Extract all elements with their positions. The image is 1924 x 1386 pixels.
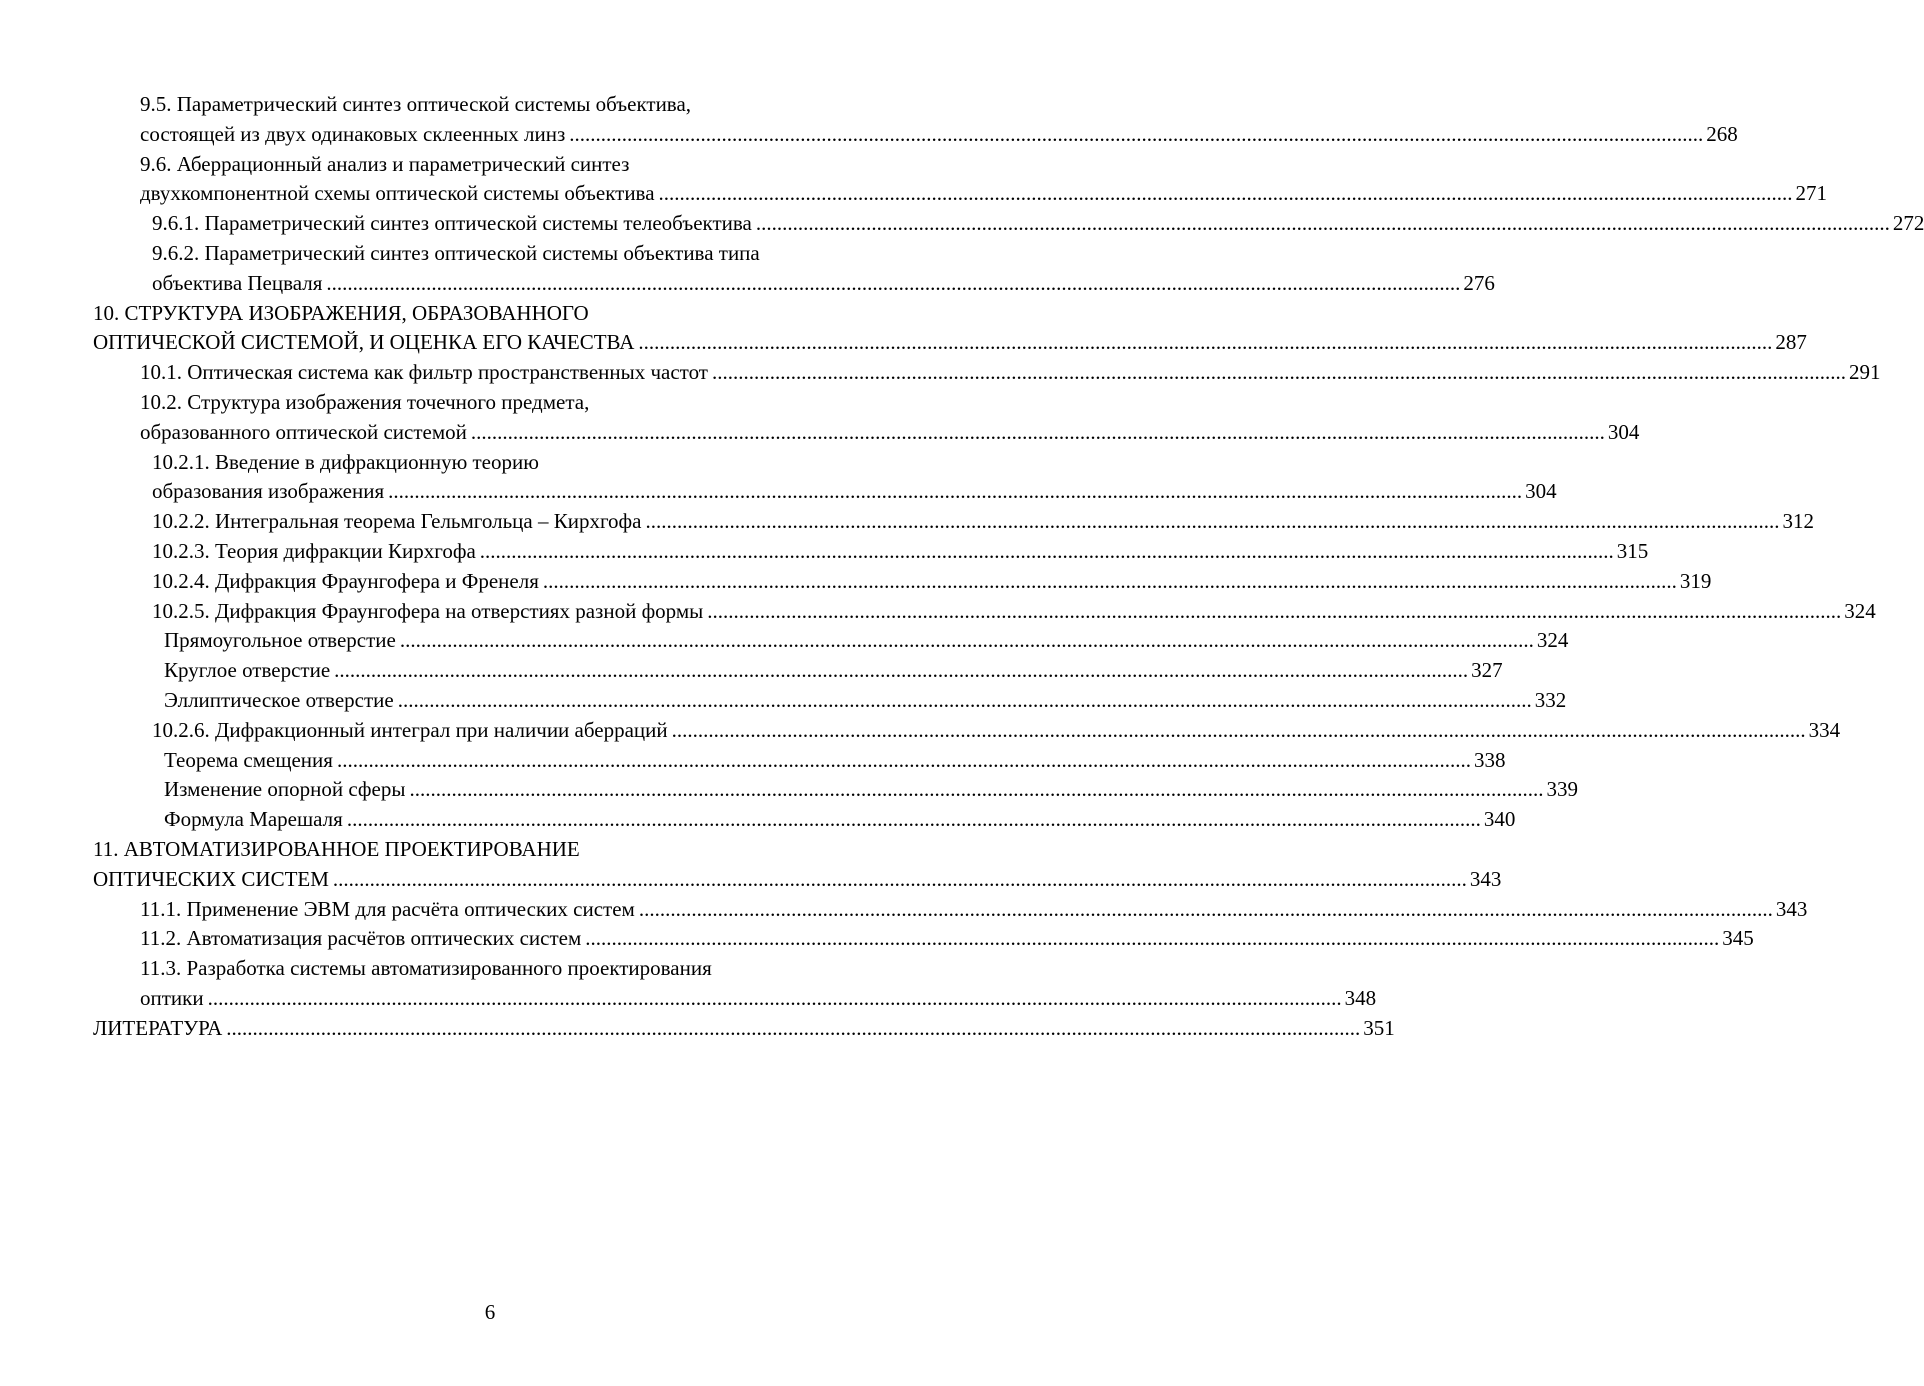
toc-page-number: 268 — [1706, 121, 1738, 146]
toc-entry-title-line: 9.6. Аберрационный анализ и параметрический синтез — [140, 151, 630, 176]
toc-entry-title-line: 11.3. Разработка системы автоматизированного проектирования — [140, 956, 712, 981]
toc-entry[interactable] — [93, 954, 1377, 1014]
toc-entry-title-line: Формула Марешаля — [164, 807, 343, 832]
toc-page-number: 304 — [1525, 479, 1557, 504]
toc-entry-title-line: образованного оптической системой — [140, 419, 467, 444]
toc-entry[interactable] — [93, 239, 1495, 299]
toc-entry[interactable] — [93, 895, 1808, 925]
toc-entry[interactable] — [93, 567, 1712, 597]
toc-entry-title-line: Прямоугольное отверстие — [164, 628, 396, 653]
toc-entry-title-line: 10.2.2. Интегральная теорема Гельмгольца – Кирхгофа — [152, 509, 642, 534]
toc-page-number: 272 — [1892, 211, 1924, 236]
toc-entry-title-line: ЛИТЕРАТУРА — [93, 1015, 223, 1040]
toc-page-number: 324 — [1844, 598, 1876, 623]
toc-page-number: 332 — [1534, 687, 1567, 712]
toc-page-number: 338 — [1473, 747, 1506, 772]
toc-entry-title-line: ОПТИЧЕСКИХ СИСТЕМ — [93, 866, 329, 891]
toc-entry[interactable] — [93, 150, 1828, 210]
dot-leader — [638, 328, 1772, 358]
toc-page-number: 291 — [1848, 360, 1881, 385]
dot-leader — [471, 418, 1605, 448]
toc-entry-title-line: 10.2. Структура изображения точечного предмета, — [140, 389, 590, 414]
toc-entry-title-line: 9.6.2. Параметрический синтез оптической системы объектива типа — [152, 240, 760, 265]
dot-leader — [707, 597, 1841, 627]
dot-leader — [585, 924, 1719, 954]
dot-leader — [543, 567, 1677, 597]
toc-entry[interactable] — [93, 656, 1503, 686]
toc-page-number: 351 — [1363, 1015, 1395, 1040]
toc-entry-title-line: 10.2.4. Дифракция Фраунгофера и Френеля — [152, 568, 539, 593]
toc-entry-title-line: 9.6.1. Параметрический синтез оптической системы телеобъектива — [152, 211, 752, 236]
toc-entry-title-line: Теорема смещения — [164, 747, 333, 772]
dot-leader — [645, 507, 1779, 537]
toc-page-number: 327 — [1471, 658, 1503, 683]
toc-entry[interactable] — [93, 90, 1738, 150]
toc-entry[interactable] — [93, 626, 1569, 656]
toc-page-number: 271 — [1795, 181, 1828, 206]
page-number: 6 — [484, 1300, 496, 1324]
dot-leader — [226, 1014, 1360, 1044]
dot-leader — [639, 895, 1773, 925]
toc-entry[interactable] — [93, 507, 1814, 537]
toc-entry[interactable] — [93, 388, 1640, 448]
toc-entry-title-line: двухкомпонентной схемы оптической системы объектива — [140, 181, 655, 206]
toc-page-number: 319 — [1679, 568, 1712, 593]
toc-page-number: 324 — [1536, 628, 1569, 653]
dot-leader — [337, 746, 1471, 776]
toc-entry-title-line: 10.2.6. Дифракционный интеграл при наличии аберраций — [152, 717, 668, 742]
toc-page-number: 345 — [1722, 926, 1754, 951]
toc-page-number: 276 — [1463, 270, 1495, 295]
toc-entry[interactable] — [93, 1014, 1395, 1044]
dot-leader — [659, 179, 1793, 209]
toc-entry-title-line: 11. АВТОМАТИЗИРОВАННОЕ ПРОЕКТИРОВАНИЕ — [93, 836, 580, 861]
toc-page-number: 304 — [1607, 419, 1640, 444]
dot-leader — [672, 716, 1806, 746]
toc-entry[interactable] — [93, 686, 1567, 716]
toc-entry-title-line: 9.5. Параметрический синтез оптической системы объектива, — [140, 92, 692, 116]
toc-entry-title-line: Круглое отверстие — [164, 658, 331, 683]
toc-entry-title-line: Эллиптическое отверстие — [164, 687, 394, 712]
toc-page-number: 315 — [1616, 538, 1649, 563]
toc-entry-title-line: 10.2.3. Теория дифракции Кирхгофа — [152, 538, 476, 563]
toc-entry[interactable] — [93, 358, 1881, 388]
toc-page-number: 334 — [1808, 717, 1841, 742]
toc-entry[interactable] — [93, 209, 1924, 239]
toc-entry[interactable] — [93, 775, 1578, 805]
dot-leader — [334, 656, 1468, 686]
dot-leader — [569, 120, 1703, 150]
toc-entry-title-line: образования изображения — [152, 479, 385, 504]
toc-page-number: 339 — [1546, 777, 1578, 802]
dot-leader — [400, 626, 1534, 656]
toc-entry-title-line: 10.2.5. Дифракция Фраунгофера на отверстиях разной формы — [152, 598, 704, 623]
dot-leader — [388, 477, 1522, 507]
toc-entry-title-line: 10.2.1. Введение в дифракционную теорию — [152, 449, 539, 474]
toc-entry-title-line: 10.1. Оптическая система как фильтр пространственных частот — [140, 360, 708, 385]
dot-leader — [333, 865, 1467, 895]
dot-leader — [480, 537, 1614, 567]
dot-leader — [712, 358, 1846, 388]
dot-leader — [208, 984, 1342, 1014]
toc-page-number: 348 — [1344, 985, 1377, 1010]
toc-page-number: 312 — [1782, 509, 1814, 534]
toc-entry[interactable] — [93, 924, 1754, 954]
toc-entry[interactable] — [93, 746, 1506, 776]
toc-entry-title-line: 11.2. Автоматизация расчётов оптических систем — [140, 926, 582, 951]
toc-entry-title-line: 11.1. Применение ЭВМ для расчёта оптических систем — [140, 896, 635, 921]
toc-entry[interactable] — [93, 537, 1649, 567]
toc-entry[interactable] — [93, 299, 1807, 359]
toc-entry[interactable] — [93, 716, 1841, 746]
toc-page-number: 340 — [1483, 807, 1516, 832]
dot-leader — [409, 775, 1543, 805]
toc-entry-title-line: состоящей из двух одинаковых склеенных линз — [140, 121, 566, 146]
toc-entry-title-line: Изменение опорной сферы — [164, 777, 406, 802]
toc-entry[interactable] — [93, 448, 1557, 508]
toc-entry-title-line: оптики — [140, 985, 204, 1010]
toc-entry[interactable] — [93, 597, 1876, 627]
toc-entry[interactable] — [93, 835, 1502, 895]
toc-entry-title-line: объектива Пецваля — [152, 270, 323, 295]
toc-page-number: 343 — [1775, 896, 1808, 921]
toc-page-number: 343 — [1469, 866, 1502, 891]
toc-entry-title-line: 10. СТРУКТУРА ИЗОБРАЖЕНИЯ, ОБРАЗОВАННОГО — [93, 300, 589, 325]
table-of-contents — [93, 90, 1924, 1044]
dot-leader — [326, 269, 1460, 299]
dot-leader — [347, 805, 1481, 835]
toc-entry-title-line: ОПТИЧЕСКОЙ СИСТЕМОЙ, И ОЦЕНКА ЕГО КАЧЕСТВА — [93, 330, 635, 355]
dot-leader — [756, 209, 1890, 239]
toc-page-number: 287 — [1775, 330, 1807, 355]
toc-entry[interactable] — [93, 805, 1516, 835]
dot-leader — [398, 686, 1532, 716]
